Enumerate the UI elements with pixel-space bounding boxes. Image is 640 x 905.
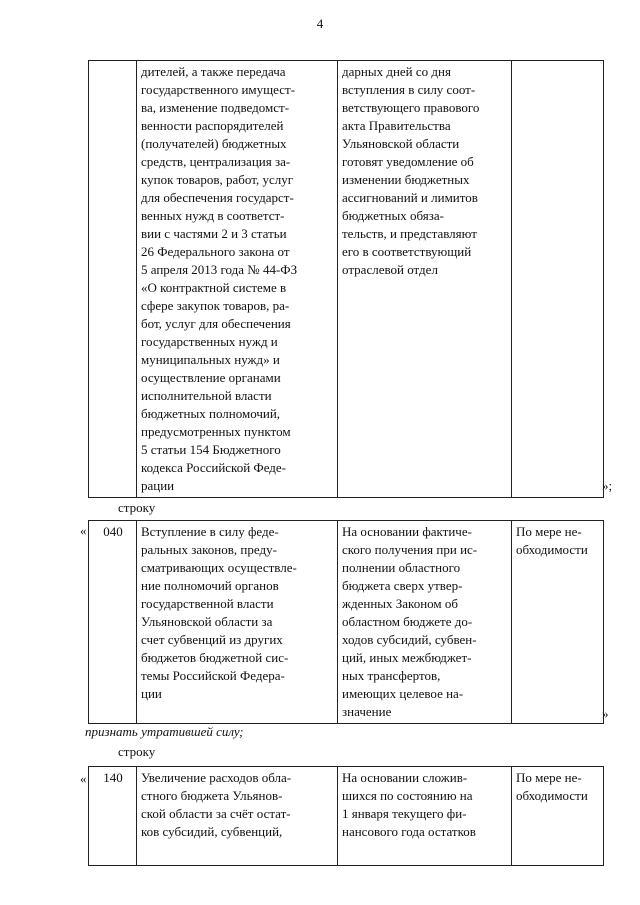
text-line: купок товаров, работ, услуг — [141, 172, 294, 187]
text-line: 5 апреля 2013 года № 44-ФЗ — [141, 262, 298, 277]
text-line: счет субвенций из других — [141, 632, 283, 647]
text-line: (получателей) бюджетных — [141, 136, 287, 151]
text-line: тельств, и представляют — [342, 226, 477, 241]
text-line: обходимости — [516, 542, 588, 557]
text-line: темы Российской Федера- — [141, 668, 285, 683]
text-line: 1 января текущего фи- — [342, 806, 467, 821]
table-row — [89, 61, 604, 498]
text-line: ской области за счёт остат- — [141, 806, 291, 821]
text-line: его в соответствующий — [342, 244, 472, 259]
text-line: бюджетных полномочий, — [141, 406, 281, 421]
text-line: По мере не- — [516, 524, 582, 539]
description-cell — [137, 61, 338, 498]
row-label: строку — [118, 500, 156, 515]
closing-quote: »; — [602, 478, 613, 493]
text-line: областном бюджете до- — [342, 614, 473, 629]
basis-cell — [338, 521, 512, 724]
page-number: 4 — [316, 16, 324, 31]
table-row-040 — [88, 520, 604, 724]
text-line: ва, изменение подведомст- — [141, 100, 290, 115]
text-line: государственного имущест- — [141, 82, 296, 97]
text-line: для обеспечения государст- — [141, 190, 294, 205]
text-line: венных нужд в соответст- — [141, 208, 285, 223]
text-line: 5 статьи 154 Бюджетного — [141, 442, 281, 457]
text-line: ций, иных межбюджет- — [342, 650, 472, 665]
text-line: полнении областного — [342, 560, 461, 575]
table-row-continuation — [88, 60, 604, 498]
text-line: ральных законов, преду- — [141, 542, 277, 557]
text-line: средств, централизация за- — [141, 154, 291, 169]
text-line: Вступление в силу феде- — [141, 524, 279, 539]
text-line: осуществление органами — [141, 370, 281, 385]
text-line: имеющих целевое на- — [342, 686, 464, 701]
text-line: значение — [342, 704, 392, 719]
text-line: ветствующего правового — [342, 100, 480, 115]
text-line: исполнительной власти — [141, 388, 272, 403]
text-line: предусмотренных пунктом — [141, 424, 291, 439]
basis-cell — [338, 61, 512, 498]
text-line: ков субсидий, субвенций, — [141, 824, 283, 839]
text-line: бот, услуг для обеспечения — [141, 316, 291, 331]
text-line: дарных дней со дня — [342, 64, 451, 79]
table-row — [89, 521, 604, 724]
code-cell — [89, 61, 137, 498]
opening-quote: « — [80, 523, 87, 538]
text-line: шихся по состоянию на — [342, 788, 473, 803]
text-line: Ульяновской области — [342, 136, 460, 151]
text-line: готовят уведомление об — [342, 154, 474, 169]
text-line: По мере не- — [516, 770, 582, 785]
text-line: ассигнований и лимитов — [342, 190, 478, 205]
description-cell — [137, 767, 338, 866]
text-line: Увеличение расходов обла- — [141, 770, 292, 785]
description-cell — [137, 521, 338, 724]
text-line: 26 Федерального закона от — [141, 244, 290, 259]
table-row — [89, 767, 604, 866]
text-line: бюджета сверх утвер- — [342, 578, 463, 593]
basis-cell — [338, 767, 512, 866]
deadline-cell — [512, 521, 604, 724]
text-line: дителей, а также передача — [141, 64, 286, 79]
text-line: ходов субсидий, субвен- — [342, 632, 477, 647]
text-line: изменении бюджетных — [342, 172, 470, 187]
code-cell: 040 — [89, 521, 137, 724]
code-cell: 140 — [89, 767, 137, 866]
text-line: ных трансфертов, — [342, 668, 441, 683]
text-line: жденных Законом об — [342, 596, 459, 611]
text-line: ции — [141, 686, 162, 701]
repeal-note: признать утратившей силу; — [85, 724, 244, 739]
text-line: кодекса Российской Феде- — [141, 460, 287, 475]
text-line: акта Правительства — [342, 118, 451, 133]
text-line: ние полномочий органов — [141, 578, 279, 593]
text-line: стного бюджета Ульянов- — [141, 788, 283, 803]
text-line: муниципальных нужд» и — [141, 352, 280, 367]
text-line: рации — [141, 478, 175, 493]
text-line: бюджетных обяза- — [342, 208, 444, 223]
text-line: На основании фактиче- — [342, 524, 472, 539]
opening-quote: « — [80, 771, 87, 786]
text-line: государственной власти — [141, 596, 274, 611]
text-line: Ульяновской области за — [141, 614, 273, 629]
text-line: государственных нужд и — [141, 334, 278, 349]
table-row-140 — [88, 766, 604, 866]
deadline-cell — [512, 61, 604, 498]
deadline-cell — [512, 767, 604, 866]
text-line: «О контрактной системе в — [141, 280, 287, 295]
text-line: вии с частями 2 и 3 статьи — [141, 226, 287, 241]
text-line: обходимости — [516, 788, 588, 803]
closing-quote: » — [602, 706, 609, 721]
text-line: нансового года остатков — [342, 824, 476, 839]
text-line: ского получения при ис- — [342, 542, 478, 557]
text-line: сматривающих осуществле- — [141, 560, 297, 575]
text-line: венности распорядителей — [141, 118, 284, 133]
text-line: На основании сложив- — [342, 770, 468, 785]
text-line: сфере закупок товаров, ра- — [141, 298, 290, 313]
text-line: отраслевой отдел — [342, 262, 438, 277]
text-line: бюджетов бюджетной сис- — [141, 650, 289, 665]
row-label: строку — [118, 744, 156, 759]
text-line: вступления в силу соот- — [342, 82, 476, 97]
